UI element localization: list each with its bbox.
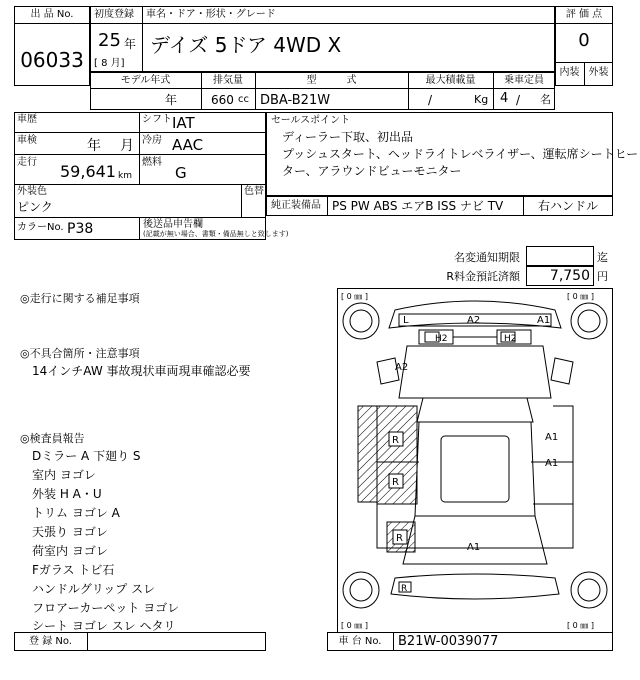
reg-no-label: 登 録 No. (29, 636, 72, 647)
model-year-label: モデル年式 (120, 75, 171, 86)
car-name-label: 車名・ドア・形状・グレード (146, 9, 276, 20)
report-line-6: 荷室内 ヨゴレ (32, 544, 108, 558)
displacement-unit: cc (238, 94, 249, 105)
chassis-label: 車 台 No. (338, 636, 382, 647)
mileage-unit: km (118, 171, 132, 181)
tire-label-front-left: [ 0 ㎜ ] (341, 292, 368, 301)
inspection-month-unit: 月 (120, 138, 134, 154)
mileage-label: 走行 (17, 157, 37, 168)
score-value: 0 (578, 30, 590, 51)
driving-notes-label: ◎走行に関する補足事項 (20, 292, 140, 305)
history-label: 車歴 (17, 114, 37, 125)
capacity-slash: / (516, 93, 521, 107)
exterior-color-value: ピンク (17, 200, 53, 214)
mark-right-rear: A1 (545, 458, 559, 469)
color-no-label: カラーNo. (17, 222, 64, 233)
reg-month: [ 8 月] (94, 58, 125, 69)
capacity-label: 乗車定員 (504, 75, 544, 86)
capacity-unit: 名 (540, 93, 551, 106)
mark-headlight-right: H2 (504, 334, 517, 344)
max-load-slash: / (428, 93, 433, 107)
max-load-label: 最大積載量 (425, 75, 476, 86)
recycle-label: R料金預託済額 (446, 270, 520, 283)
color-change-label: 色替 (244, 186, 264, 197)
mark-r1: R (392, 435, 399, 446)
chassis-number: B21W-0039077 (398, 634, 499, 649)
model-type-label: 型 式 (306, 75, 357, 86)
exterior-grade-label: 外装 (588, 67, 609, 78)
lot-number: 06033 (20, 48, 84, 72)
inspector-report-label: ◎検査員報告 (20, 432, 85, 445)
inspection-label: 車検 (17, 135, 37, 146)
name-change-label: 名変通知期限 (454, 251, 520, 264)
mark-hood: A2 (395, 362, 409, 373)
reg-year-label: 初度登録 (94, 9, 134, 20)
tire-label-front-right: [ 0 ㎜ ] (567, 292, 594, 301)
report-line-10: シート ヨゴレ スレ ヘタリ (32, 619, 176, 633)
report-line-8: ハンドルグリップ スレ (32, 582, 156, 596)
mileage-value: 59,641 (60, 162, 116, 181)
aftermarket-note: (記載が無い場合、書類・備品無しと致します) (143, 230, 289, 238)
sales-point-line-1: ディーラー下取、初出品 (282, 130, 414, 144)
mark-headlight-left: H2 (435, 334, 448, 344)
sales-point-line-2: プッシュスタート、ヘッドライトレベライザー、運転席シートヒー (282, 147, 639, 161)
report-line-5: 天張り ヨゴレ (32, 525, 108, 539)
displacement-value: 660 (211, 93, 234, 107)
report-line-7: Fガラス トビ石 (32, 563, 115, 577)
recycle-amount: 7,750 (549, 268, 590, 284)
damage-diagram (337, 288, 613, 633)
mark-front-a1: A1 (537, 315, 551, 326)
mark-front-left: L (403, 315, 409, 326)
equipment-items: PS PW ABS エアB ISS ナビ TV (332, 199, 504, 213)
inspection-year-unit: 年 (87, 138, 101, 154)
model-year-unit: 年 (165, 93, 178, 107)
recycle-unit: 円 (597, 270, 608, 283)
lot-label: 出 品 No. (30, 9, 74, 20)
equipment-label: 純正装備品 (271, 200, 321, 211)
fuel-value: G (175, 164, 187, 182)
report-line-2: 室内 ヨゴレ (32, 468, 96, 482)
exterior-color-label: 外装色 (17, 186, 47, 197)
reg-year: 25 (98, 30, 121, 51)
capacity-value: 4 (500, 91, 509, 106)
report-line-1: Dミラー A 下廻り S (32, 449, 141, 463)
name-change-field (526, 246, 594, 266)
reg-year-unit: 年 (124, 37, 137, 51)
mark-right-front: A1 (545, 432, 559, 443)
mark-r3: R (396, 533, 403, 544)
score-label: 評 価 点 (565, 9, 603, 20)
ac-value: AAC (172, 136, 204, 154)
mark-r2: R (392, 477, 399, 488)
shift-value: IAT (172, 114, 195, 132)
model-code: DBA-B21W (260, 93, 331, 108)
aftermarket-label: 後送品申告欄 (143, 219, 203, 230)
tire-label-rear-right: [ 0 ㎜ ] (567, 621, 594, 630)
max-load-unit: Kg (474, 93, 489, 106)
mark-roof: A1 (467, 542, 481, 553)
sales-point-line-3: ター、アラウンドビューモニター (282, 164, 462, 178)
displacement-label: 排気量 (213, 75, 243, 86)
defect-notes-label: ◎不具合箇所・注意事項 (20, 347, 140, 360)
car-name: デイズ 5ドア 4WD X (150, 33, 342, 57)
fuel-label: 燃料 (142, 157, 162, 168)
color-no-value: P38 (67, 221, 94, 237)
report-line-3: 外装 H A・U (32, 487, 102, 501)
steering-side: 右ハンドル (538, 199, 599, 213)
sales-points-label: セールスポイント (271, 115, 351, 126)
report-line-9: フロアーカーペット ヨゴレ (32, 601, 180, 615)
mark-front-a2: A2 (467, 315, 481, 326)
ac-label: 冷房 (142, 135, 162, 146)
interior-grade-label: 内装 (559, 67, 580, 78)
defect-text: 14インチAW 事故現状車両現車確認必要 (32, 364, 251, 378)
mark-r4: R (401, 584, 408, 594)
tire-label-rear-left: [ 0 ㎜ ] (341, 621, 368, 630)
report-line-4: トリム ヨゴレ A (32, 506, 120, 520)
name-change-unit: 迄 (597, 251, 608, 264)
shift-label: シフト (142, 114, 172, 125)
